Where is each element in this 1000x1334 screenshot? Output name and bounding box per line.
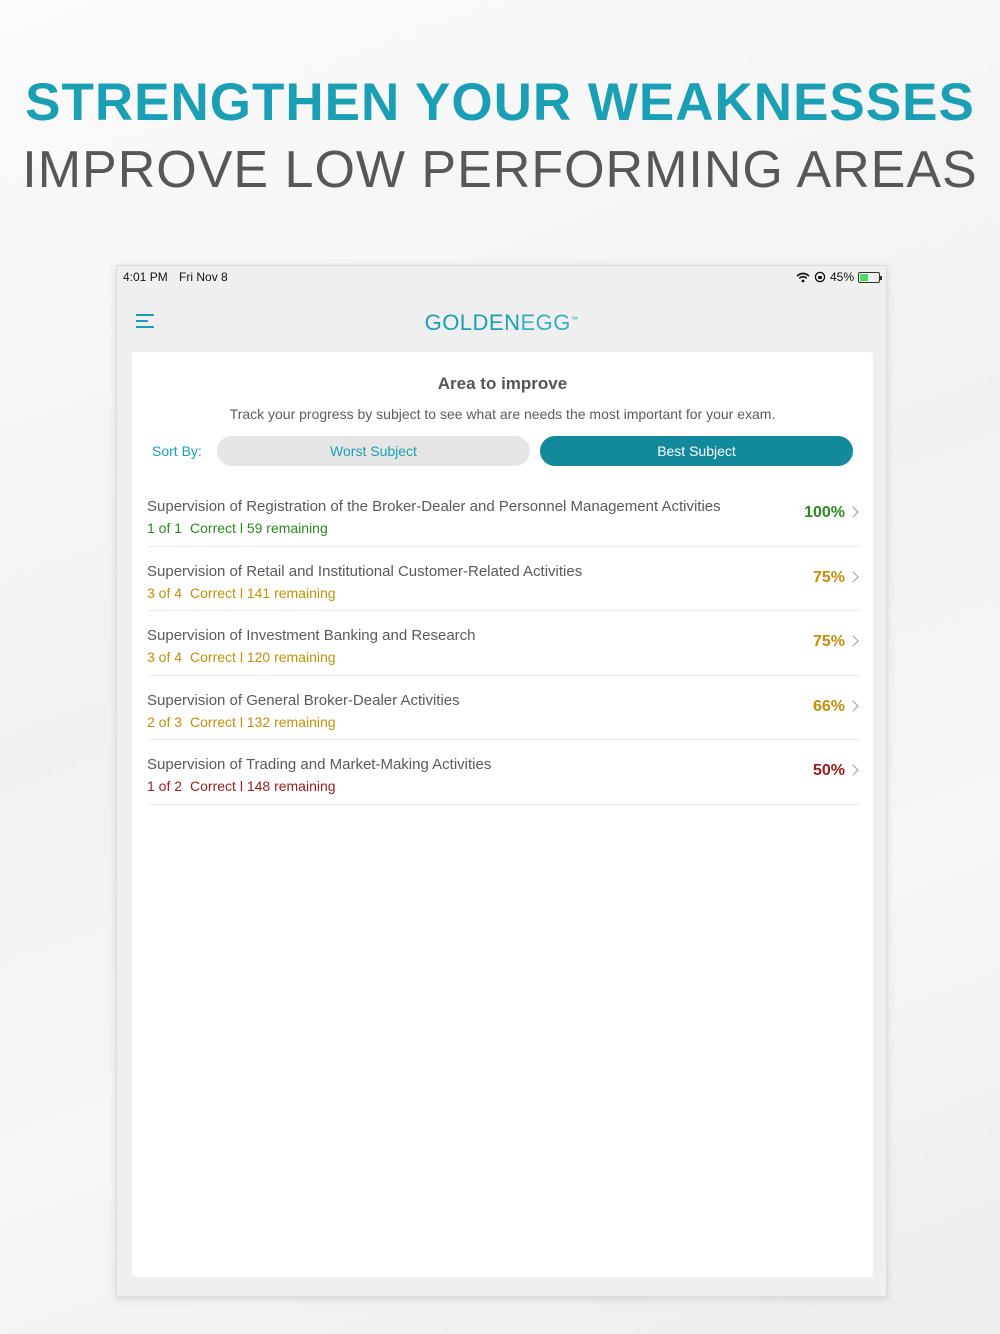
battery-level <box>860 274 868 281</box>
subject-row[interactable] <box>147 740 859 805</box>
subject-progress <box>147 714 336 730</box>
subject-title: Supervision of Retail and Institutional Customer-Related Activities <box>147 562 583 580</box>
subheadline: IMPROVE LOW PERFORMING AREAS <box>22 141 978 199</box>
subject-percent: 50% <box>812 762 845 779</box>
subject-score: 2 of 3 <box>147 713 183 730</box>
card-description: Track your progress by subject to see what are needs the most important for your exam. <box>229 406 776 422</box>
wifi-icon <box>796 272 810 283</box>
status-date: Fri Nov 8 <box>179 270 228 284</box>
subject-title: Supervision of General Broker-Dealer Activities <box>147 691 460 709</box>
subject-title: Supervision of Registration of the Broker-Dealer and Personnel Management Activities <box>147 498 721 515</box>
status-bar <box>117 266 886 288</box>
subject-row[interactable] <box>147 482 859 547</box>
sort-label: Sort By: <box>152 443 202 459</box>
chevron-right-icon <box>847 571 858 582</box>
subject-correct-remaining: Correct l 141 remaining <box>190 584 336 601</box>
subject-correct-remaining: Correct l 59 remaining <box>190 520 328 536</box>
area-to-improve-card <box>132 352 873 1277</box>
subject-percent: 75% <box>812 568 845 586</box>
worst-subject-button[interactable]: Worst Subject <box>217 436 530 466</box>
subject-percent: 75% <box>812 633 845 650</box>
navigation-bar <box>117 296 886 346</box>
chevron-right-icon <box>847 700 858 711</box>
subject-row[interactable] <box>147 547 859 612</box>
card-title: Area to improve <box>437 374 568 393</box>
subject-progress <box>147 585 336 601</box>
subject-correct-remaining: Correct l 148 remaining <box>190 778 336 794</box>
subject-score: 3 of 4 <box>147 649 183 665</box>
subject-correct-remaining: Correct l 120 remaining <box>190 649 336 665</box>
sort-control <box>152 436 854 466</box>
subject-row[interactable] <box>147 611 859 676</box>
tablet-screen <box>116 265 887 1297</box>
orientation-lock-icon <box>814 271 826 283</box>
subject-percent: 66% <box>812 697 845 715</box>
subject-score: 1 of 2 <box>147 778 183 794</box>
chevron-right-icon <box>847 506 858 517</box>
golden-egg-logo <box>117 310 886 336</box>
logo-trademark: ™ <box>570 316 579 324</box>
subject-score: 3 of 4 <box>147 584 183 601</box>
best-subject-button[interactable]: Best Subject <box>540 436 853 466</box>
subject-progress <box>147 520 328 536</box>
subject-correct-remaining: Correct l 132 remaining <box>190 713 336 730</box>
subject-progress <box>147 649 336 665</box>
status-time: 4:01 PM <box>123 270 168 284</box>
subject-row[interactable] <box>147 676 859 741</box>
subject-title: Supervision of Trading and Market-Making Activities <box>147 756 492 773</box>
battery-icon <box>858 272 880 283</box>
subject-title: Supervision of Investment Banking and Research <box>147 627 476 644</box>
logo-bold-text: GOLDEN <box>424 310 521 335</box>
chevron-right-icon <box>847 635 858 646</box>
subject-list <box>147 482 859 805</box>
battery-percent: 45% <box>829 270 854 284</box>
subject-progress <box>147 778 336 794</box>
logo-light-text: EGG <box>520 310 571 335</box>
subject-score: 1 of 1 <box>147 520 183 536</box>
headline: STRENGTHEN YOUR WEAKNESSES <box>25 73 975 132</box>
subject-percent: 100% <box>804 504 845 521</box>
chevron-right-icon <box>847 764 858 775</box>
